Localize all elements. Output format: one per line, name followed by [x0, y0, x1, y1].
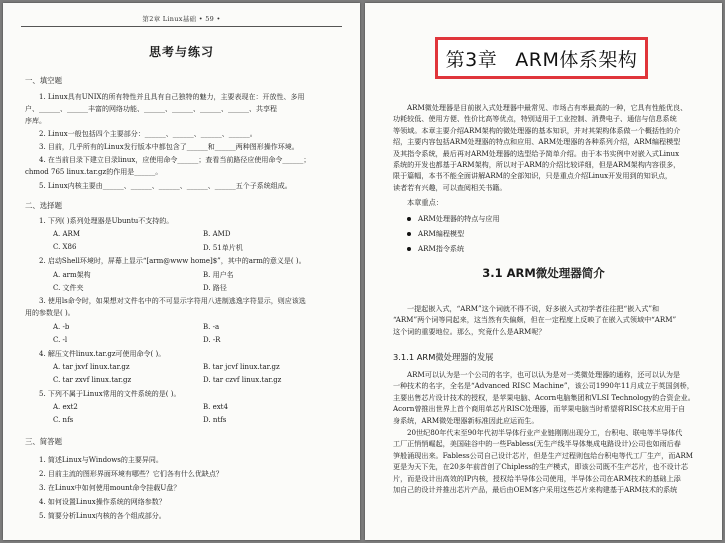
choice-q4-opt-a: A. tar jxvf linux.tar.gz — [53, 363, 130, 371]
choice-q5-opt-b: B. ext4 — [203, 403, 228, 411]
sub2-line: 加自己的设计并推出芯片产品，最后由OEM客户采用这些芯片来构建基于ARM技术的系统 — [393, 485, 678, 495]
intro-line: 限于篇幅，本书不能全面讲解ARM的全部知识，只是重点介绍Linux开发用到的知识点， — [393, 171, 673, 181]
choice-q3-line2: 用的参数是( )。 — [25, 309, 75, 317]
section-line: 这个词的重要地位。那么，究竟什么是ARM呢？ — [393, 326, 546, 336]
short-answer-4: 4. 如何设置Linux操作系统的网络参数？ — [39, 498, 166, 506]
fill-q5: 5. Linux内核主要由______、______、______、______、______五个子系统组成。 — [39, 182, 292, 190]
choice-q1: 1. 下列( )系列处理器是Ubuntu不支持的。 — [39, 217, 174, 225]
choice-q3-opt-c: C. -l — [53, 336, 68, 344]
choice-q3-line1: 3. 使用ls命令时，如果想对文件名中的不可显示字符用八进制逃逸字符显示，则应该选 — [39, 297, 306, 305]
sub1-line: 一种技术的名字，全名是“Advanced RISC Machine”，该公司1990年11月成立于英国剑桥， — [393, 381, 694, 391]
short-answer-heading: 三、简答题 — [25, 437, 62, 446]
short-answer-2: 2. 目前主流的图形界面环境有哪些？它们各有什么优缺点？ — [39, 470, 223, 478]
key-points-title: 本章重点： — [407, 198, 443, 207]
intro-line: 等领域。本章主要介绍ARM架构的微处理器的基本知识，并对其架构体系做一个概括性的介 — [393, 125, 681, 135]
choice-q4-opt-b: B. tar jcvf linux.tar.gz — [203, 363, 280, 371]
short-answer-5: 5. 简要分析Linux内核的各个组成部分。 — [39, 512, 166, 520]
intro-line: 读者若有兴趣，可以查阅相关书籍。 — [393, 182, 507, 192]
choice-q1-opt-a: A. ARM — [53, 230, 80, 238]
sub1-line: 身系统，ARM微处理器新标准因此应运而生。 — [393, 415, 539, 425]
sub2-line: 片，而是设计出高效的IP内核，授权给半导体公司使用，半导体公司在ARM技术的基础上添 — [393, 473, 681, 483]
fill-q1-line2: 户、______、______丰富的网络功能、______、______、______、______、共享程 — [25, 105, 277, 113]
exercises-title: 思考与练习 — [148, 45, 214, 59]
fill-q2: 2. Linux一般包括四个主要部分：______、______、______、______。 — [39, 130, 257, 138]
right-page — [365, 3, 722, 540]
intro-line: 绍，主要内容包括ARM处理器的特点和应用、ARM处理器的各种系列介绍，ARM编程模型 — [393, 137, 681, 147]
section-line: 一提起嵌入式，“ARM”这个词就不得不说，好多嵌入式初学者往往把“嵌入式”和 — [407, 304, 660, 313]
section-paragraph — [393, 303, 704, 337]
choice-q3-opt-b: B. -a — [203, 323, 220, 331]
choice-q2-opt-c: C. 文件夹 — [53, 284, 84, 292]
choice-q5-opt-c: C. nfs — [53, 416, 74, 424]
intro-line: 及其指令系统，最后再对ARM处理器的选型给予简单介绍。由于本书实例中对嵌入式Linux — [393, 148, 680, 158]
choice-q4-opt-c: C. tar zxvf linux.tar.gz — [53, 376, 132, 384]
intro-line: 功耗较低、使用方便、性价比高等优点，特别适用于工业控制、消费电子、通信与信息系统 — [393, 114, 677, 124]
choice-q5-opt-a: A. ext2 — [53, 403, 78, 411]
intro-line: 系统的开发也都基于ARM架构，所以对于ARM的介绍比较详细，但是ARM架构内容很多， — [393, 160, 681, 170]
choice-q1-opt-d: D. 51单片机 — [203, 244, 243, 252]
choice-q4-opt-d: D. tar czvf linux.tar.gz — [203, 376, 282, 384]
fill-q1-line3: 序库。 — [25, 117, 46, 125]
key-point-1: ARM处理器的特点与应用 — [407, 214, 500, 224]
choice-q1-opt-c: C. X86 — [53, 243, 77, 251]
choice-q4: 4. 解压文件linux.tar.gz可使用命令( )。 — [39, 350, 166, 358]
choice-q3-opt-a: A. -b — [53, 323, 70, 331]
choice-q2-opt-b: B. 用户名 — [203, 271, 234, 279]
bullet-icon — [407, 232, 411, 236]
key-point-3: ARM指令系统 — [407, 244, 464, 254]
sub1-line: 主要出售芯片设计技术的授权，是苹果电脑、Acorn电脑集团和VLSI Technology的合资企业。 — [393, 392, 695, 402]
short-answer-1: 1. 简述Linux与Windows的主要异同。 — [39, 456, 163, 464]
bullet-icon — [407, 247, 411, 251]
chapter-label: 第3章 — [445, 48, 498, 71]
choice-q1-opt-b: B. AMD — [203, 230, 231, 238]
sub1-line: ARM可以认为是一个公司的名字，也可以认为是对一类微处理器的通称，还可以认为是 — [407, 370, 681, 379]
bullet-icon — [407, 217, 411, 221]
sub-paragraph-2 — [393, 427, 704, 495]
section-title: 3.1 ARM微处理器简介 — [482, 266, 605, 280]
short-answer-3: 3. 在Linux中如何使用mount命令挂载U盘？ — [39, 484, 181, 492]
sub1-line: Acorn曾推出世界上首个商用单芯片RISC处理器，而苹果电脑当时希望将RISC技术应用于自 — [393, 404, 686, 414]
sub2-line: 工厂正悄悄崛起，美国硅谷中的一些Fabless(无生产线半导体集成电路设计)公司也如雨后春 — [393, 439, 681, 449]
subsection-title: 3.1.1 ARM微处理器的发展 — [393, 352, 494, 362]
fill-blank-heading: 一、填空题 — [25, 76, 62, 85]
choice-q3-opt-d: D. -R — [203, 336, 221, 344]
section-line: “ARM”两个词等同起来，这当然有失偏颇，但在一定程度上反映了在嵌入式领域中“ARM” — [393, 315, 677, 325]
header-rule — [21, 26, 342, 27]
choice-q2: 2. 启动Shell环境时，屏幕上显示“[arm@www home]$”，其中的arm的意义是( )。 — [39, 257, 306, 265]
chapter-title-box — [435, 37, 648, 79]
choice-q2-opt-d: D. 路径 — [203, 284, 227, 292]
choice-heading: 二、选择题 — [25, 201, 62, 210]
running-head-left: 第2章 Linux基础 • 59 • — [142, 15, 221, 23]
intro-paragraph — [393, 102, 704, 193]
fill-q1-line1: 1. Linux具有UNIX的所有特性并且具有自己独特的魅力，主要表现在：开放性、多用 — [39, 93, 305, 101]
sub2-line: 20世纪80年代末至90年代初半导体行业产业链刚刚出现分工，台积电、联电等半导体代 — [407, 428, 683, 437]
fill-q4-line1: 4. 在当前目录下建立目录linux，应使用命令______；查看当前路径应使用命令______； — [39, 156, 311, 164]
choice-q5: 5. 下列不属于Linux常用的文件系统的是( )。 — [39, 390, 181, 398]
left-page — [3, 3, 360, 540]
intro-line: ARM微处理器是目前嵌入式处理器中最常见、市场占有率最高的一种，它具有性能优良、 — [407, 103, 688, 112]
key-point-2: ARM编程模型 — [407, 229, 464, 239]
fill-q4-line2: chmod 765 linux.tar.gz的作用是______。 — [25, 168, 163, 176]
sub2-line: 笋般涌现出来。Fabless公司自己设计芯片，但是生产过程则包给台积电等代工厂生产，而ARM — [393, 450, 694, 460]
choice-q2-opt-a: A. arm架构 — [53, 271, 91, 279]
chapter-title: ARM体系架构 — [515, 48, 638, 71]
fill-q3: 3. 目前，几乎所有的Linux发行版本中都包含了______和______两种图形操作环境。 — [39, 143, 299, 151]
choice-q5-opt-d: D. ntfs — [203, 416, 227, 424]
sub2-line: 更是为天下先，在20多年前首创了Chipless的生产模式，即该公司既不生产芯片，也不设计芯 — [393, 462, 688, 472]
sub-paragraph-1 — [393, 369, 704, 426]
